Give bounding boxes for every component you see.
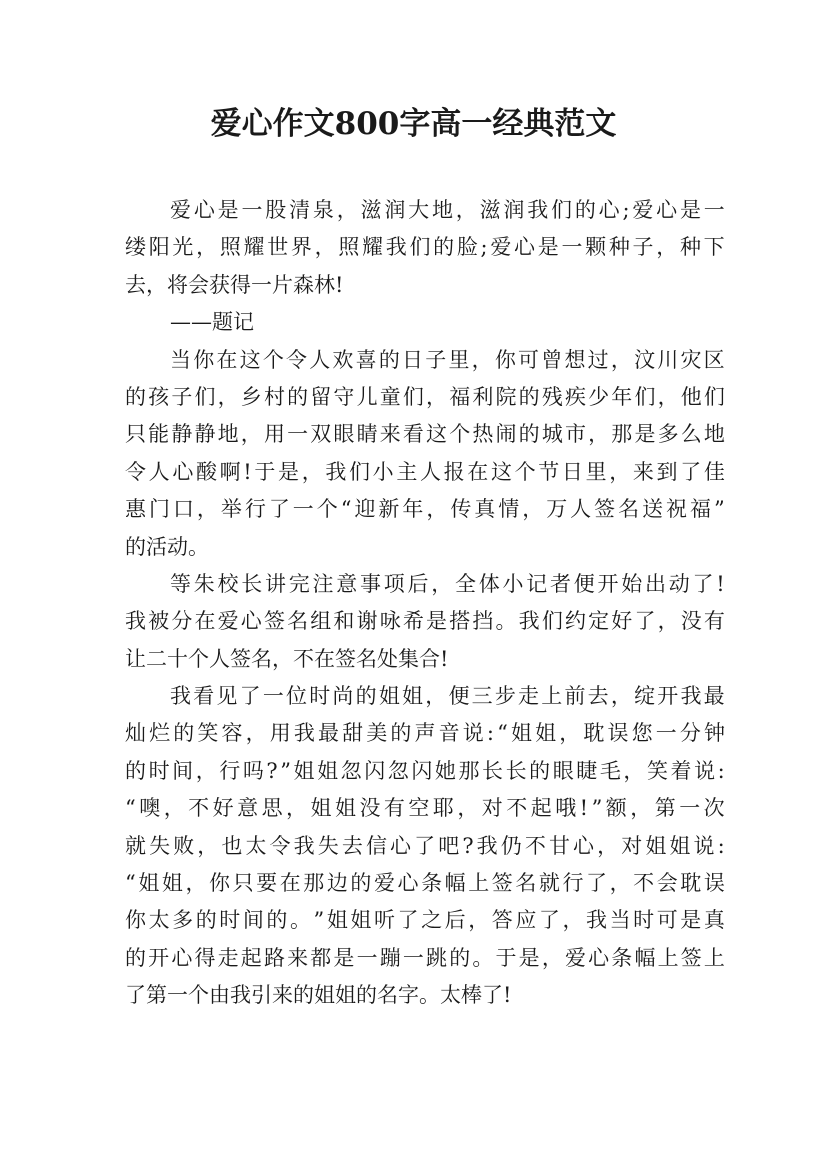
text-line: 当 你 在 这 个 令 人 欢 喜 的 日 子 里 ， 你 可 曾 想 过 ， 汶 川 灾 区 [170,347,725,372]
text-line: 缕 阳 光 ， 照 耀 世 界 ， 照 耀 我 们 的 脸 ; 爱 心 是 一 颗 种 子 ， 种 下 [125,235,725,260]
text-line: 我 被 分 在 爱 心 签 名 组 和 谢 咏 希 是 搭 挡 。 我 们 约 定 好 了 ， 没 有 [125,609,725,634]
text-line: 令 人 心 酸 啊 ! 于 是 ， 我 们 小 主 人 报 在 这 个 节 日 里 ， 来 到 了 佳 [125,459,725,484]
text-line: 灿 烂 的 笑 容 ， 用 我 最 甜 美 的 声 音 说 : “ 姐 姐 ， 耽 误 您 一 分 钟 [125,721,725,746]
text-line: 去，将会获得一片森林! [125,272,344,297]
text-line: 爱 心 是 一 股 清 泉 ， 滋 润 大 地 ， 滋 润 我 们 的 心 ; 爱 心 是 一 [170,198,725,222]
text-line: 我 看 见 了 一 位 时 尚 的 姐 姐 ， 便 三 步 走 上 前 去 ， 绽 开 我 最 [170,684,725,709]
text-line: “ 噢 ， 不 好 意 思 ， 姐 姐 没 有 空 耶 ， 对 不 起 哦 ! ” 额 ， 第 一 次 [125,796,725,821]
text-line: 只 能 静 静 地 ， 用 一 双 眼 睛 来 看 这 个 热 闹 的 城 市 ， 那 是 多 么 地 [125,422,725,447]
text-line: “ 姐 姐 ， 你 只 要 在 那 边 的 爱 心 条 幅 上 签 名 就 行 了 ， 不 会 耽 误 [125,871,725,896]
text-line: 了第一个由我引来的姐姐的名字。太棒了! [125,983,512,1008]
document-title: 爱心作文800字高一经典范文 [210,106,617,142]
text-line: 等 朱 校 长 讲 完 注 意 事 项 后 ， 全 体 小 记 者 便 开 始 出 动 了 ! [170,571,725,596]
text-line: 你 太 多 的 时 间 的 。 ” 姐 姐 听 了 之 后 ， 答 应 了 ， 我 当 时 可 是 真 [125,908,725,933]
text-line: 让二十个人签名，不在签名处集合! [125,646,449,671]
text-line: 的 孩 子 们 ， 乡 村 的 留 守 儿 童 们 ， 福 利 院 的 残 疾 少 年 们 ， 他 们 [125,384,725,409]
text-line: 的 时 间 ， 行 吗 ? ” 姐 姐 忽 闪 忽 闪 她 那 长 长 的 眼 睫 毛 ， 笑 着 说 : [125,758,725,783]
text-line: 的 开 心 得 走 起 路 来 都 是 一 蹦 一 跳 的 。 于 是 ， 爱 心 条 幅 上 签 上 [125,945,725,970]
document-body [125,192,725,1015]
text-line: 惠 门 口 ， 举 行 了 一 个 “ 迎 新 年 ， 传 真 情 ， 万 人 签 名 送 祝 福 ” [125,497,725,522]
text-line: 的活动。 [125,534,209,559]
text-line: 就 失 败 ， 也 太 令 我 失 去 信 心 了 吧 ? 我 仍 不 甘 心 ， 对 姐 姐 说 : [125,833,725,858]
text-line: ——题记 [170,310,254,335]
